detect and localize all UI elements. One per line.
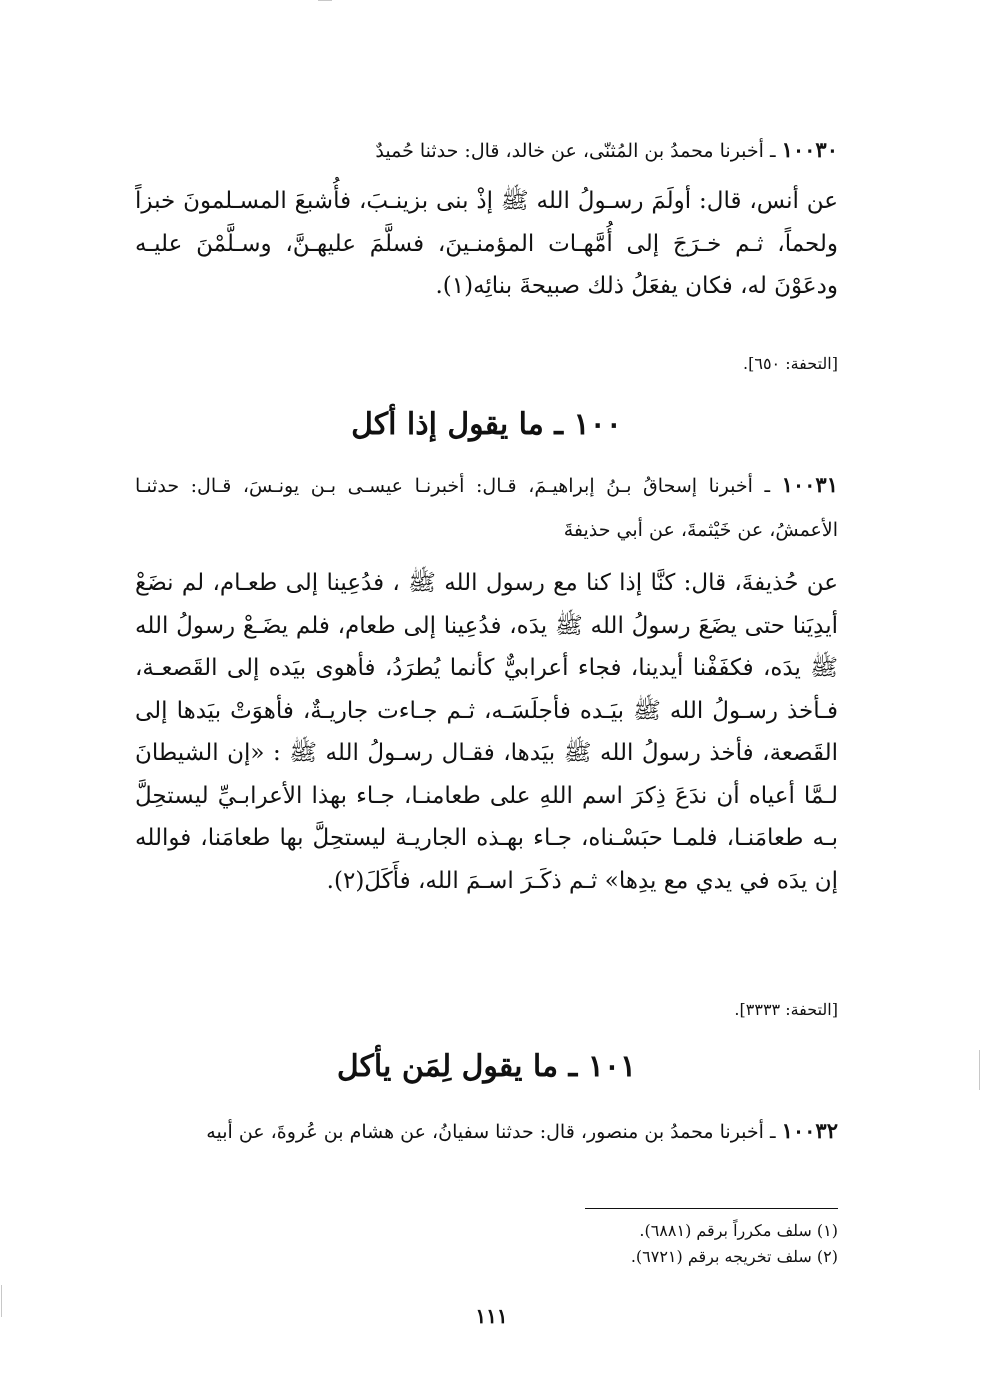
hadith-10031-number: ١٠٠٣١ [781,472,838,497]
hadith-10030-isnad-text: ـ أخبرنا محمدُ بن المُثنّى، عن خالد، قال: حدثنا حُميدٌ [375,140,782,162]
hadith-10030-number: ١٠٠٣٠ [781,137,838,162]
hadith-10030-reference: [التحفة: ٦٥٠]. [743,354,838,373]
hadith-10031-isnad [135,463,838,552]
section-101-heading: ١٠١ ـ ما يقول لِمَن يأكل [336,1049,637,1084]
hadith-10031-isnad-text: ـ أخبرنا إسحاقُ بـنُ إبراهيـمَ، قـال: أخبرنـا عيسـى بـن يونـسَ، قـال: حدثنـا الأعمشُ، عن خَيْثمةَ، عن أبي حذيفةَ [135,475,838,541]
footnote-divider [585,1208,838,1209]
footnote-2: (٢) سلف تخريجه برقم (٦٧٢١). [630,1247,838,1266]
hadith-10030-matn: عن أنس، قال: أولَمَ رسـولُ الله ﷺ إذْ بنى بزينـبَ، فأُشبعَ المسـلمونَ خبزاً ولحماً، ثـم خـرَجَ إلى أُمَّهـات المؤمنـينَ، فسلَّمَ عليهـنَّ، وسـلَّمْنَ عليـه ودعَوْنَ له، فكان يفعَلُ ذلك صبيحةَ بنائِه(١). [135,188,838,299]
hadith-10031-matn: عن حُذيفةَ، قال: كنَّا إذا كنا مع رسول الله ﷺ ، فدُعِينا إلى طعـام، لم نضَعْ أيدِيَنا حتى يضَعَ رسولُ الله ﷺ يدَه، فدُعِينا إلى طعام، فلم يضَـعْ رسولُ الله ﷺ يدَه، فكفَفْنا أيدينا، فجاء أعرابيٌّ كأنما يُطرَدُ، فأهوى بيَده إلى القَصعـة، فـأخذ رسـولُ الله ﷺ بيَـده فأجلَسَـه، ثـم جـاءت جاريـةٌ، فأهوَتْ بيَدها إلى القَصعة، فأخذ رسولُ الله ﷺ بيَدها، فقـال رسـولُ الله ﷺ : «إن الشيطانَ لـمَّا أعياه أن ندَعَ ذِكرَ اسم اللهِ على طعامنـا، جـاء بهذا الأعرابـيِّ ليستحِلَّ بـه طعامَنـا، فلمـا حبَسْـناه، جـاء بهـذه الجاريـة ليستحِلَّ بها طعامَنا، فوالله إن يدَه في يدي مع يدِها» ثـم ذكَـرَ اسـمَ الله، فأَكَلَ(٢). [135,570,838,894]
scan-edge-mark-top [318,0,332,1]
hadith-10032-isnad-text: ـ أخبرنا محمدُ بن منصور، قال: حدثنا سفيانُ، عن هشام بن عُروةَ، عن أبيه [206,1121,782,1143]
footnotes [440,1218,838,1270]
footnote-1: (١) سلف مكرراً برقم (٦٨٨١). [639,1221,838,1240]
hadith-10032-number: ١٠٠٣٢ [781,1118,838,1143]
hadith-10030-isnad [135,128,838,173]
hadith-10031-reference: [التحفة: ٣٣٣٣]. [734,1000,838,1019]
hadith-10032-isnad [135,1108,838,1155]
page-number: ١١١ [475,1304,508,1328]
scan-edge-mark-right [979,1050,980,1090]
section-100-heading: ١٠٠ ـ ما يقول إذا أكل [351,407,622,442]
